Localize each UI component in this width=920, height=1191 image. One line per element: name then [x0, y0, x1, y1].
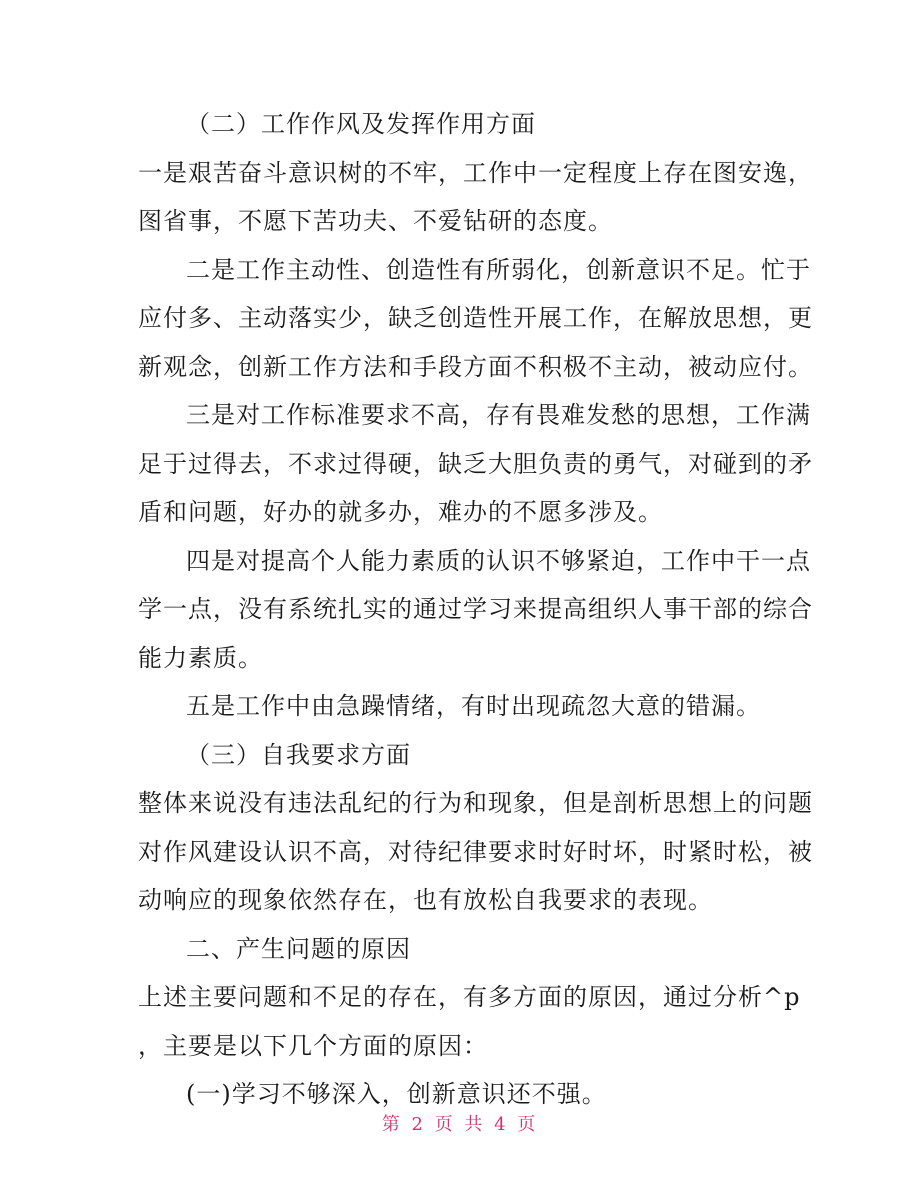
- text-line: 上述主要问题和不足的存在，有多方面的原因，通过分析^p: [138, 983, 801, 1011]
- text-line: 图省事，不愿下苦功夫、不爱钻研的态度。: [138, 207, 613, 235]
- section-heading-self-requirement: （三）自我要求方面: [186, 740, 411, 769]
- text-line: 应付多、主动落实少，缺乏创造性开展工作，在解放思想，更: [138, 304, 813, 332]
- text-line: 对作风建设认识不高，对待纪律要求时好时坏，时紧时松，被: [138, 837, 813, 866]
- text-line: 三是对工作标准要求不高，存有畏难发愁的思想，工作满: [186, 401, 811, 429]
- page-footer: 第 2 页 共 4 页: [381, 1114, 539, 1135]
- text-line: 新观念，创新工作方法和手段方面不积极不主动，被动应付。: [138, 352, 813, 381]
- text-line: 四是对提高个人能力素质的认识不够紧迫，工作中干一点: [186, 546, 811, 575]
- text-line: 足于过得去，不求过得硬，缺乏大胆负责的勇气，对碰到的矛: [138, 449, 813, 478]
- text-line: 二是工作主动性、创造性有所弱化，创新意识不足。忙于: [186, 255, 811, 284]
- text-line: 五是工作中由急躁情绪，有时出现疏忽大意的错漏。: [186, 692, 761, 720]
- text-line: 整体来说没有违法乱纪的行为和现象，但是剖析思想上的问题: [138, 789, 813, 817]
- text-line: 盾和问题，好办的就多办，难办的不愿多涉及。: [138, 498, 663, 526]
- section-heading-causes: 二、产生问题的原因: [186, 934, 411, 963]
- text-line: 学一点，没有系统扎实的通过学习来提高组织人事干部的综合: [138, 595, 813, 623]
- text-line: 能力素质。: [138, 643, 263, 672]
- text-line: 一是艰苦奋斗意识树的不牢，工作中一定程度上存在图安逸，: [138, 158, 813, 187]
- subheading-learning: (一)学习不够深入，创新意识还不强。: [186, 1080, 607, 1108]
- document-body: [138, 100, 813, 1119]
- text-line: ，主要是以下几个方面的原因：: [138, 1031, 488, 1060]
- text-line: 动响应的现象依然存在，也有放松自我要求的表现。: [138, 886, 713, 914]
- section-heading-work-style: （二）工作作风及发挥作用方面: [186, 110, 536, 138]
